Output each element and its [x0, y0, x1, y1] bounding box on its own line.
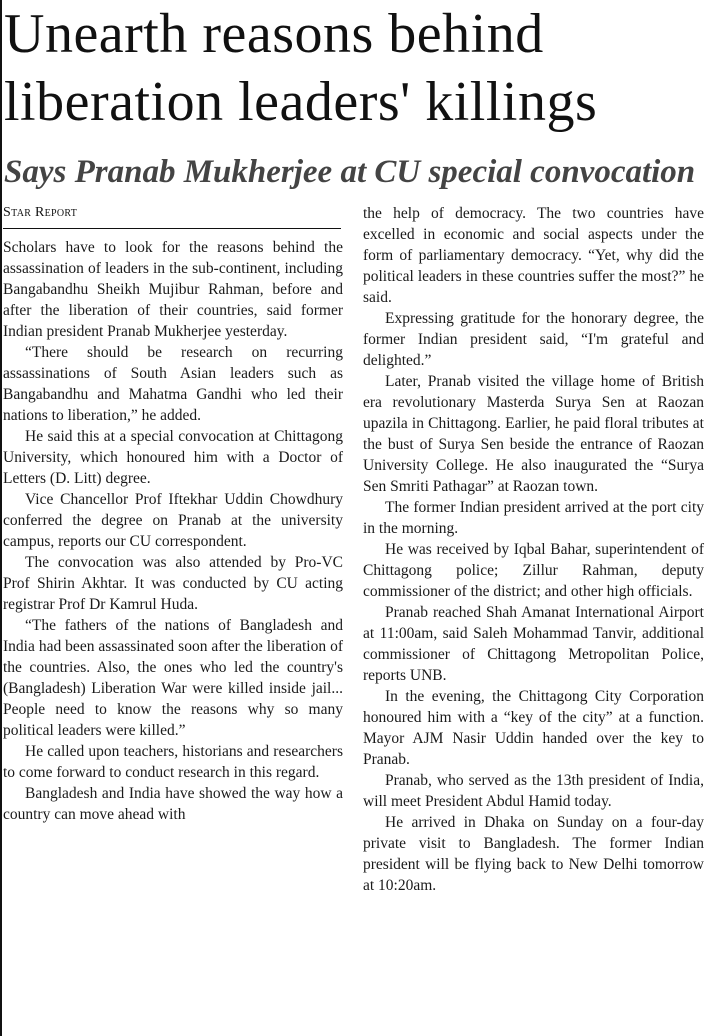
- paragraph: He said this at a special convocation at Chittagong University, which honoured him with a Doctor of Letters (D. Litt) degree.: [3, 428, 343, 487]
- paragraph: Expressing gratitude for the honorary degree, the former Indian president said, “I'm grateful and delighted.”: [363, 310, 704, 369]
- byline-rule: [3, 228, 341, 229]
- paragraph: Later, Pranab visited the village home of British era revolutionary Masterda Surya Sen at Raozan upazila in Chittagong. Earlier, he paid floral tributes at the bust of Surya Sen beside the entrance of Raozan University College. He also inaugurated the “Surya Sen Smriti Pathagar” at Raozan town.: [363, 373, 704, 495]
- paragraph: He called upon teachers, historians and researchers to come forward to conduct research in this regard.: [3, 743, 343, 781]
- paragraph: the help of democracy. The two countries have excelled in economic and social aspects under the form of parliamentary democracy. “Yet, why did the political leaders in these countries suffer the most?” he said.: [363, 205, 704, 306]
- byline: Star Report: [3, 205, 78, 220]
- paragraph: Scholars have to look for the reasons behind the assassination of leaders in the sub-continent, including Bangabandhu Sheikh Mujibur Rahman, before and after the liberation of their countries, said former Indian president Pranab Mukherjee yesterday.: [3, 239, 343, 340]
- article-column-1: [3, 237, 343, 825]
- paragraph: In the evening, the Chittagong City Corporation honoured him with a “key of the city” at a function. Mayor AJM Nasir Uddin handed over the key to Pranab.: [363, 688, 704, 768]
- paragraph: He arrived in Dhaka on Sunday on a four-day private visit to Bangladesh. The former Indian president will be flying back to New Delhi tomorrow at 10:20am.: [363, 814, 704, 894]
- page-edge-rule: [0, 0, 2, 1036]
- paragraph: The former Indian president arrived at the port city in the morning.: [363, 499, 704, 537]
- paragraph: Pranab reached Shah Amanat International Airport at 11:00am, said Saleh Mohammad Tanvir, additional commissioner of Chittagong Metropolitan Police, reports UNB.: [363, 604, 704, 684]
- paragraph: The convocation was also attended by Pro-VC Prof Shirin Akhtar. It was conducted by CU acting registrar Prof Dr Kamrul Huda.: [3, 554, 343, 613]
- paragraph: Pranab, who served as the 13th president of India, will meet President Abdul Hamid today.: [363, 772, 704, 810]
- paragraph: “The fathers of the nations of Bangladesh and India had been assassinated soon after the liberation of the countries. Also, the ones who led the country's (Bangladesh) Liberation War were killed inside jail... People need to know the reasons why so many political leaders were killed.”: [3, 617, 343, 739]
- paragraph: Bangladesh and India have showed the way how a country can move ahead with: [3, 785, 343, 823]
- paragraph: “There should be research on recurring assassinations of South Asian leaders such as Bangabandhu and Mahatma Gandhi who led their nations to liberation,” he added.: [3, 344, 343, 424]
- paragraph: Vice Chancellor Prof Iftekhar Uddin Chowdhury conferred the degree on Pranab at the university campus, reports our CU correspondent.: [3, 491, 343, 550]
- headline: Unearth reasons behind liberation leaders' killings: [4, 3, 598, 133]
- subhead: Says Pranab Mukherjee at CU special convocation: [4, 154, 696, 190]
- article-column-2: [363, 203, 704, 896]
- paragraph: He was received by Iqbal Bahar, superintendent of Chittagong police; Zillur Rahman, deputy commissioner of the district; and other high officials.: [363, 541, 704, 600]
